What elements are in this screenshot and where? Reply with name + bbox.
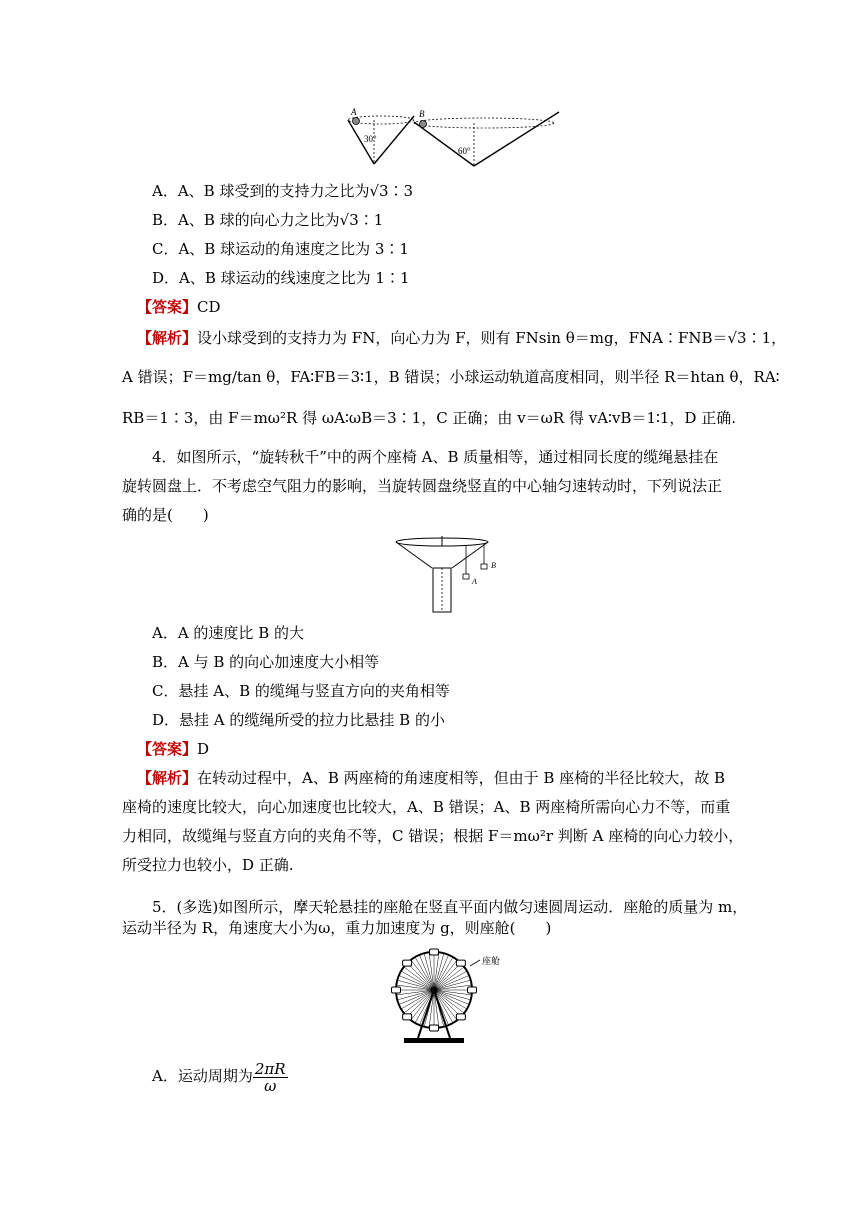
cabin xyxy=(456,1014,465,1020)
q4-stem-line-3: 确的是( ) xyxy=(122,506,209,524)
q4-analysis-line-3: 力相同，故缆绳与竖直方向的夹角不等，C 错误；根据 F＝mω²r 判断 A 座椅的向心力较小， xyxy=(122,827,744,845)
q3-analysis-line-1 xyxy=(137,327,786,349)
q3-option-c: C．A、B 球运动的角速度之比为 3∶1 xyxy=(152,240,409,258)
ferris-wheel-figure xyxy=(388,944,516,1048)
q5-stem-line-1: 5．(多选)如图所示，摩天轮悬挂的座舱在竖直平面内做匀速圆周运动．座舱的质量为 m， xyxy=(152,898,748,916)
q4-option-d: D．悬挂 A 的缆绳所受的拉力比悬挂 B 的小 xyxy=(152,711,445,729)
cabin xyxy=(392,987,401,993)
cone-b xyxy=(414,112,559,166)
wheel-spoke xyxy=(434,953,444,990)
seat-a-label: A xyxy=(472,577,477,586)
seat-a xyxy=(463,574,469,579)
q3-analysis-tag: 【解析】 xyxy=(137,329,198,347)
q3-analysis-line-2: A 错误；F＝mg/tan θ，FA∶FB＝3∶1，B 错误；小球运动轨道高度相同，则半径 R＝htan θ，RA∶ xyxy=(122,368,780,386)
q3-answer-value: CD xyxy=(197,298,221,316)
q5-fraction-denominator: ω xyxy=(264,1076,277,1095)
cabin xyxy=(430,949,439,955)
q4-analysis-line-1 xyxy=(137,767,725,789)
q3-option-a: A．A、B 球受到的支持力之比为√3∶3 xyxy=(152,182,414,200)
wheel-spoke xyxy=(424,953,434,990)
ball-a-label: A xyxy=(351,107,357,117)
q4-analysis-text-1: 在转动过程中，A、B 两座椅的角速度相等，但由于 B 座椅的半径比较大，故 B xyxy=(197,769,725,787)
seat-b xyxy=(481,564,487,569)
wheel-base xyxy=(404,1038,464,1043)
q5-option-a xyxy=(152,1056,288,1096)
wheel-spoke xyxy=(434,990,471,1000)
q4-analysis-line-2: 座椅的速度比较大，向心加速度也比较大，A、B 错误；A、B 两座椅所需向心力不等，而重 xyxy=(122,798,731,816)
wheel-spoke xyxy=(397,980,434,990)
q4-option-c: C．悬挂 A、B 的缆绳与竖直方向的夹角相等 xyxy=(152,682,450,700)
angle-60-label: 60° xyxy=(458,146,471,156)
q5-option-a-prefix: A．运动周期为 xyxy=(152,1067,253,1085)
q4-answer-value: D xyxy=(197,740,210,758)
q3-option-b: B．A、B 球的向心力之比为√3∶1 xyxy=(152,211,384,229)
cabin xyxy=(403,960,412,966)
wheel-spoke xyxy=(397,990,434,1000)
cone-a xyxy=(348,116,414,164)
q4-analysis-line-4: 所受拉力也较小，D 正确. xyxy=(122,856,294,874)
q4-analysis-tag: 【解析】 xyxy=(137,769,198,787)
cabin xyxy=(456,960,465,966)
cabin xyxy=(403,1014,412,1020)
ball-b-label: B xyxy=(419,109,425,119)
q4-option-a: A．A 的速度比 B 的大 xyxy=(152,624,304,642)
cones-figure xyxy=(344,106,562,168)
q3-analysis-line-3: RB＝1∶3，由 F＝mω²R 得 ωA∶ωB＝3∶1，C 正确；由 v＝ωR 得 vA∶vB＝1∶1，D 正确. xyxy=(122,409,736,427)
q3-answer xyxy=(137,296,221,318)
q4-answer-tag: 【答案】 xyxy=(137,740,198,758)
q5-period-fraction xyxy=(253,1061,288,1094)
swing-figure xyxy=(394,536,506,614)
q5-fraction-numerator: 2πR xyxy=(254,1059,286,1078)
q5-stem-line-2: 运动半径为 R，角速度大小为ω，重力加速度为 g，则座舱( ) xyxy=(122,919,552,937)
seat-b-label: B xyxy=(491,561,496,570)
q4-stem-line-1: 4．如图所示，“旋转秋千”中的两个座椅 A、B 质量相等，通过相同长度的缆绳悬挂在 xyxy=(152,448,719,466)
cabin-label: 座舱 xyxy=(482,956,501,966)
q4-stem-line-2: 旋转圆盘上．不考虑空气阻力的影响，当旋转圆盘绕竖直的中心轴匀速转动时，下列说法正 xyxy=(122,477,723,495)
q4-answer xyxy=(137,738,209,760)
q4-option-b: B．A 与 B 的向心加速度大小相等 xyxy=(152,653,380,671)
q3-option-d: D．A、B 球运动的线速度之比为 1∶1 xyxy=(152,269,410,287)
angle-30-label: 30° xyxy=(364,134,377,144)
cabin xyxy=(430,1025,439,1031)
cabin xyxy=(468,987,477,993)
q3-analysis-text-1: 设小球受到的支持力为 FN，向心力为 F，则有 FNsin θ＝mg，FNA∶FNB＝√3∶1， xyxy=(197,329,787,347)
q3-answer-tag: 【答案】 xyxy=(137,298,198,316)
wheel-spoke xyxy=(434,980,471,990)
